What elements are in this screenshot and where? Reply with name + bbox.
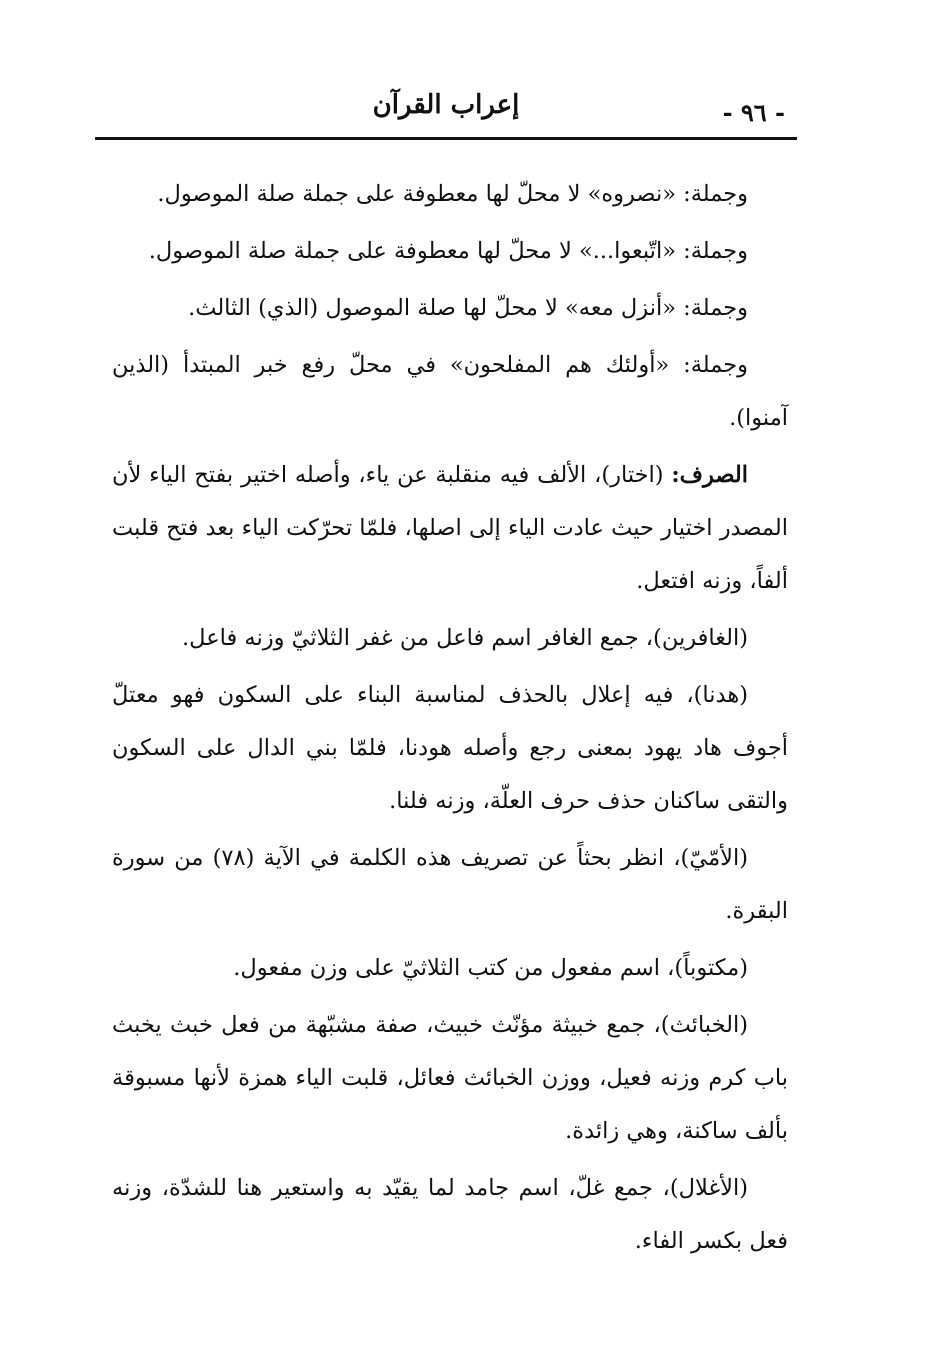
- paragraph-ummi: (الأمّيّ)، انظر بحثاً عن تصريف هذه الكلمة في الآية (٧٨) من سورة البقرة.: [112, 845, 788, 924]
- running-title: إعراب القرآن: [372, 90, 520, 120]
- paragraph-jumla-ittabau: وجملة: «اتّبعوا...» لا محلّ لها معطوفة على جملة صلة الموصول.: [148, 238, 748, 264]
- paragraph-jumla-nasaruhu: وجملة: «نصروه» لا محلّ لها معطوفة على جملة صلة الموصول.: [157, 181, 748, 207]
- paragraph-hudna: (هدنا)، فيه إعلال بالحذف لمناسبة البناء على السكون فهو معتلّ أجوف هاد يهود بمعنى رجع وأصله هودنا، فلمّا بني الدال على السكون والتقى ساكنان حذف حرف العلّة، وزنه فلنا.: [112, 682, 788, 814]
- header-rule: [95, 137, 797, 140]
- paragraph-aghlal: (الأغلال)، جمع غلّ، اسم جامد لما يقيّد به واستعير هنا للشدّة، وزنه فعل بكسر الفاء.: [112, 1175, 788, 1254]
- paragraph-sarf-text: (اختار)، الألف فيه منقلبة عن ياء، وأصله اختير بفتح الياء لأن المصدر اختيار حيث عادت الياء إلى اصلها، فلمّا تحرّكت الياء بعد فتح قلبت ألفاً، وزنه افتعل.: [112, 462, 788, 594]
- section-label-sarf: الصرف:: [671, 462, 748, 488]
- paragraph-jumla-unzila: وجملة: «أنزل معه» لا محلّ لها صلة الموصول (الذي) الثالث.: [188, 295, 748, 321]
- paragraph-jumla-ulaika: وجملة: «أولئك هم المفلحون» في محلّ رفع خبر المبتدأ (الذين آمنوا).: [112, 352, 788, 431]
- paragraph-khabaith: (الخبائث)، جمع خبيثة مؤنّث خبيث، صفة مشبّهة من فعل خبث يخبث باب كرم وزنه فعيل، ووزن الخبائث فعائل، قلبت الياء همزة لأنها مسبوقة بألف ساكنة، وهي زائدة.: [112, 1012, 788, 1144]
- body-text: [112, 168, 788, 1272]
- paragraph-maktuban: (مكتوباً)، اسم مفعول من كتب الثلاثيّ على وزن مفعول.: [233, 955, 748, 981]
- page-header: [95, 82, 797, 140]
- page-number: - ٩٦ -: [722, 98, 785, 127]
- paragraph-sarf: [112, 449, 788, 608]
- paragraph-ghafirin: (الغافرين)، جمع الغافر اسم فاعل من غفر الثلاثيّ وزنه فاعل.: [182, 625, 748, 651]
